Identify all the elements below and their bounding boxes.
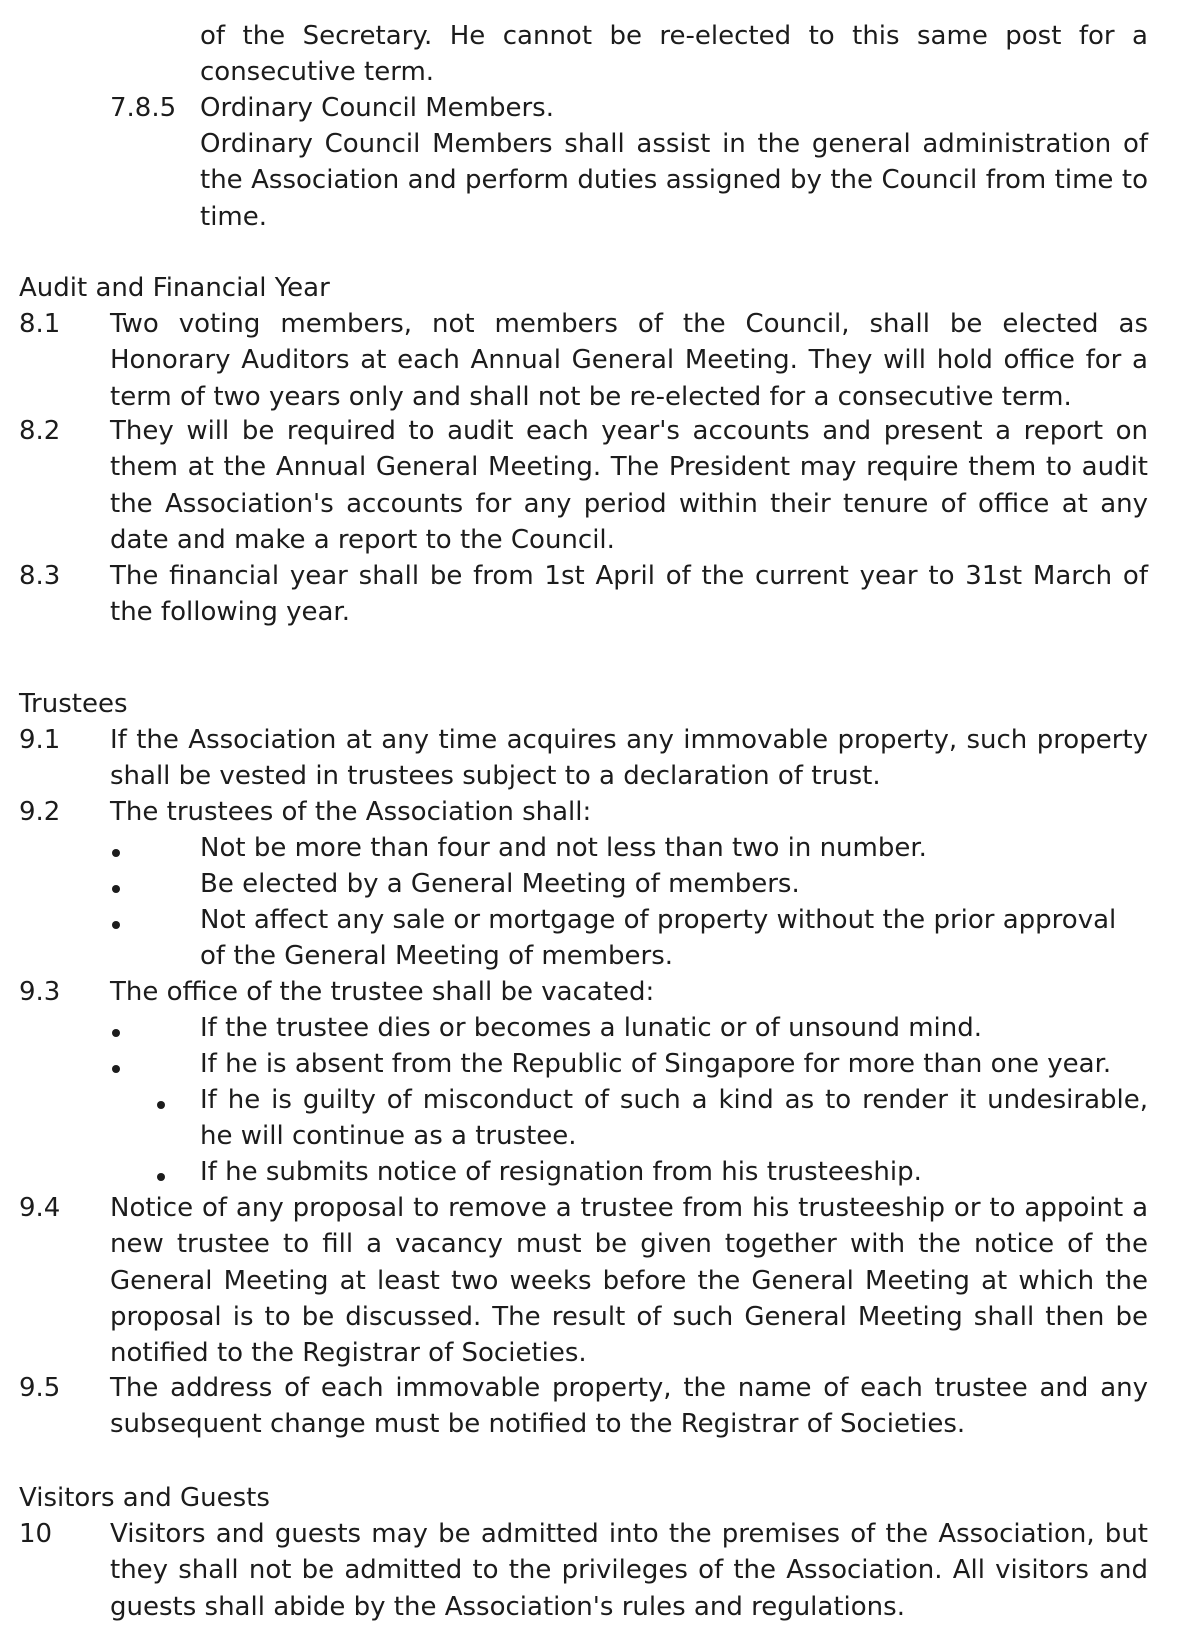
- clause-8-2-text: They will be required to audit each year's accounts and present a report on them at the Annual General Meeting. The President may require them to audit the Association's accounts for any period within their tenure of office at any date and make a report to the Council.: [110, 416, 1148, 555]
- clause-number-8-3: 8.3: [19, 561, 61, 591]
- clause-number-9-2: 9.2: [19, 797, 61, 827]
- clause-number-9-5: 9.5: [19, 1373, 61, 1403]
- clause-9-3-text: The office of the trustee shall be vacated:: [110, 977, 655, 1007]
- secretary-clause-continuation: of the Secretary. He cannot be re-elected to this same post for a consecutive term.: [200, 21, 1148, 88]
- clause-number-10: 10: [19, 1519, 53, 1549]
- list-item: If he is guilty of misconduct of such a kind as to render it undesirable, he will continue as a trustee.: [200, 1085, 1148, 1152]
- section-heading-visitors: Visitors and Guests: [19, 1483, 270, 1513]
- ordinary-council-members-title: Ordinary Council Members.: [200, 93, 554, 123]
- list-item: Not be more than four and not less than two in number.: [200, 833, 927, 863]
- bullet-icon: [112, 849, 120, 857]
- bullet-icon: [112, 1065, 120, 1073]
- list-item: If the trustee dies or becomes a lunatic or of unsound mind.: [200, 1013, 983, 1043]
- clause-number-9-3: 9.3: [19, 977, 61, 1007]
- list-item: If he is absent from the Republic of Singapore for more than one year.: [200, 1049, 1112, 1079]
- clause-number-9-1: 9.1: [19, 725, 61, 755]
- bullet-icon: [112, 885, 120, 893]
- clause-9-2-text: The trustees of the Association shall:: [110, 797, 592, 827]
- section-heading-trustees: Trustees: [19, 689, 128, 719]
- clause-8-1-text: Two voting members, not members of the Council, shall be elected as Honorary Auditors at each Annual General Meeting. They will hold office for a term of two years only and shall not be re-elected for a consecutive term.: [110, 309, 1148, 412]
- list-item: Not affect any sale or mortgage of property without the prior approval of the General Meeting of members.: [200, 905, 1117, 972]
- clause-number-8-2: 8.2: [19, 416, 61, 446]
- bullet-icon: [157, 1101, 165, 1109]
- clause-9-5-text: The address of each immovable property, the name of each trustee and any subsequent change must be notified to the Registrar of Societies.: [110, 1373, 1148, 1440]
- list-item: If he submits notice of resignation from his trusteeship.: [200, 1157, 922, 1187]
- clause-9-4-text: Notice of any proposal to remove a trustee from his trusteeship or to appoint a new trustee to fill a vacancy must be given together with the notice of the General Meeting at least two weeks before the General Meeting at which the proposal is to be discussed. The result of such General Meeting shall then be notified to the Registrar of Societies.: [110, 1193, 1148, 1369]
- bullet-icon: [112, 1029, 120, 1037]
- clause-9-1-text: If the Association at any time acquires any immovable property, such property shall be vested in trustees subject to a declaration of trust.: [110, 725, 1148, 792]
- clause-8-3-text: The financial year shall be from 1st April of the current year to 31st March of the following year.: [110, 561, 1148, 628]
- clause-number-9-4: 9.4: [19, 1193, 61, 1223]
- bullet-icon: [112, 921, 120, 929]
- list-item: Be elected by a General Meeting of members.: [200, 869, 800, 899]
- ordinary-council-members-body: Ordinary Council Members shall assist in the general administration of the Association and perform duties assigned by the Council from time to time.: [200, 129, 1148, 232]
- section-heading-audit: Audit and Financial Year: [19, 273, 330, 303]
- clause-number-7-8-5: 7.8.5: [110, 93, 177, 123]
- bullet-icon: [157, 1173, 165, 1181]
- clause-number-8-1: 8.1: [19, 309, 61, 339]
- clause-10-text: Visitors and guests may be admitted into the premises of the Association, but they shall not be admitted to the privileges of the Association. All visitors and guests shall abide by the Association's rules and regulations.: [110, 1519, 1148, 1622]
